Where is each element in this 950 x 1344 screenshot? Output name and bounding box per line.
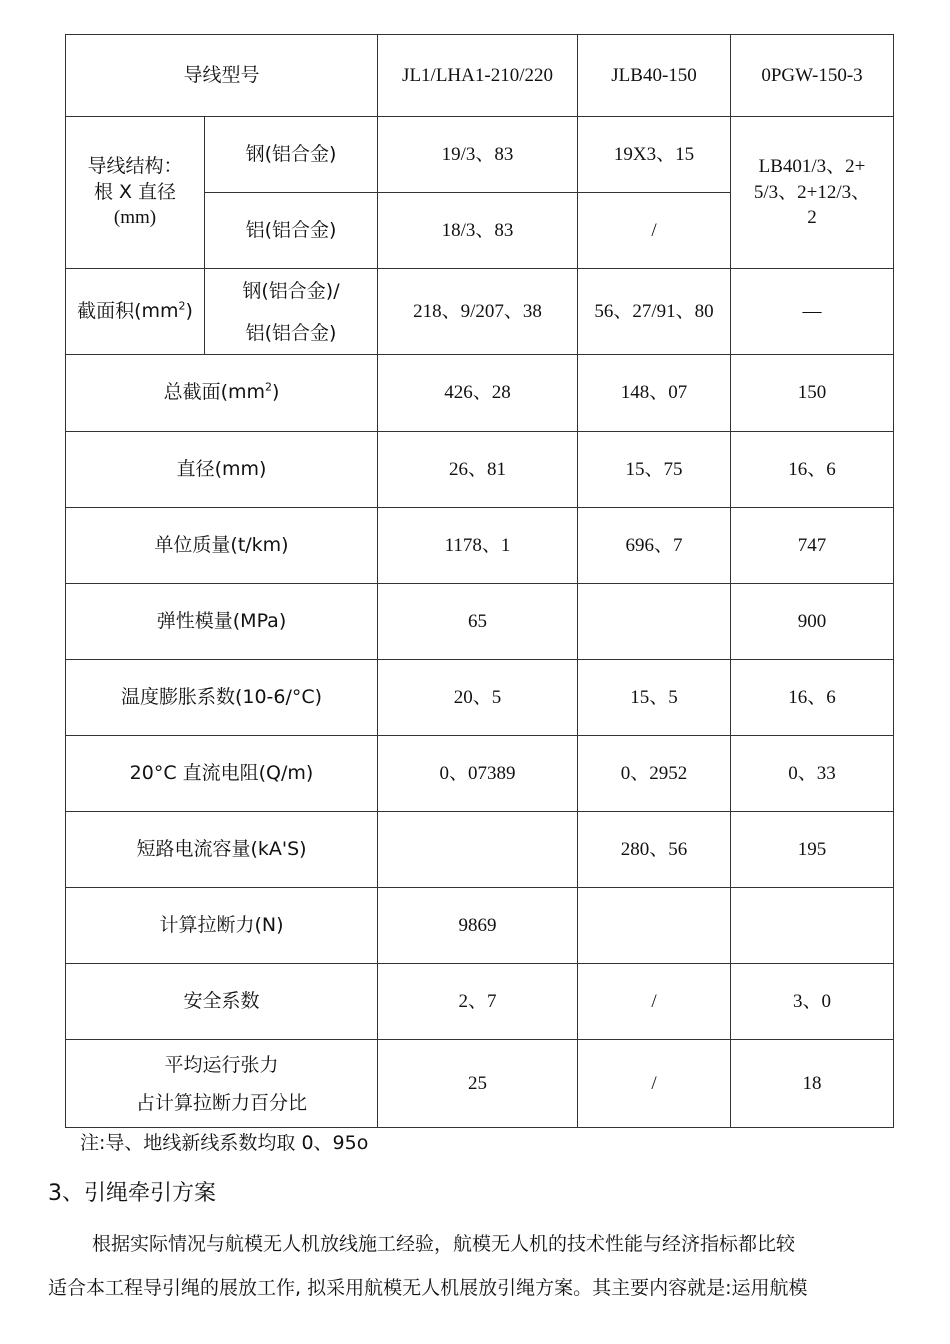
section-col2-cell: 56、27/91、80 [578, 269, 731, 355]
structure-col3-line1: LB401/3、2+ [758, 156, 866, 178]
table-row [66, 508, 894, 584]
table-row [66, 660, 894, 736]
alu-label-cell: 铝(铝合金) [205, 193, 378, 269]
row-col1-cell: 0、07389 [378, 736, 578, 812]
row-col2-cell: 696、7 [578, 508, 731, 584]
structure-label-cell [66, 117, 205, 269]
row-col3-cell: 195 [731, 812, 894, 888]
structure-col3-line2: 5/3、2+12/3、 [753, 181, 871, 203]
row-col3-cell: 16、6 [731, 432, 894, 508]
row-label-cell: 计算拉断力(N) [66, 888, 378, 964]
row-label-cell: 温度膨胀系数(10-6/°C) [66, 660, 378, 736]
table-row [66, 736, 894, 812]
steel-col2-cell: 19X3、15 [578, 117, 731, 193]
steel-label-cell: 钢(铝合金) [205, 117, 378, 193]
row-col3-cell: 16、6 [731, 660, 894, 736]
row-col1-cell: 20、5 [378, 660, 578, 736]
structure-col3-line3: 2 [807, 207, 817, 229]
last-row-label-line1: 平均运行张力 [164, 1053, 279, 1076]
row-col2-cell: 15、5 [578, 660, 731, 736]
row-col3-cell [731, 888, 894, 964]
structure-label-line1: 导线结构： [87, 155, 183, 178]
last-row-col1-cell: 25 [378, 1040, 578, 1128]
table-row-structure-steel [66, 117, 894, 193]
table-note: 注:导、地线新线系数均取 0、95o [80, 1132, 369, 1154]
table-row [66, 964, 894, 1040]
paragraph-line-2: 适合本工程导引绳的展放工作, 拟采用航模无人机展放引绳方案。其主要内容就是:运用航模 [48, 1277, 808, 1299]
header-col3-cell: 0PGW-150-3 [731, 35, 894, 117]
header-col2-cell: JLB40-150 [578, 35, 731, 117]
body-paragraph [48, 1222, 910, 1310]
paragraph-line-1: 根据实际情况与航模无人机放线施工经验，航模无人机的技术性能与经济指标都比较 [92, 1233, 796, 1255]
section-sub-cell [205, 269, 378, 355]
total-section-col3-cell: 150 [731, 355, 894, 432]
row-col1-cell: 2、7 [378, 964, 578, 1040]
row-col1-cell: 1178、1 [378, 508, 578, 584]
last-row-col3-cell: 18 [731, 1040, 894, 1128]
row-col2-cell [578, 584, 731, 660]
row-col1-cell [378, 812, 578, 888]
row-col2-cell: / [578, 964, 731, 1040]
table-row [66, 584, 894, 660]
structure-label-line2: 根 X 直径 [93, 180, 177, 203]
section-sub-line2: 铝(铝合金) [245, 321, 337, 344]
row-col1-cell: 65 [378, 584, 578, 660]
section-sub-line1: 钢(铝合金)/ [242, 279, 340, 302]
table-row-section [66, 269, 894, 355]
table-row-last [66, 1040, 894, 1128]
row-col3-cell: 0、33 [731, 736, 894, 812]
steel-col1-cell: 19/3、83 [378, 117, 578, 193]
section-col3-cell: — [731, 269, 894, 355]
row-col1-cell: 26、81 [378, 432, 578, 508]
table-row [66, 432, 894, 508]
row-label-cell: 单位质量(t/km) [66, 508, 378, 584]
conductor-spec-table [65, 34, 894, 1128]
row-label-cell: 安全系数 [66, 964, 378, 1040]
table-header-row [66, 35, 894, 117]
total-section-label-prefix: 总截面(mm [163, 381, 266, 404]
structure-col3-cell [731, 117, 894, 269]
section-col1-cell: 218、9/207、38 [378, 269, 578, 355]
row-col2-cell: 15、75 [578, 432, 731, 508]
row-col2-cell [578, 888, 731, 964]
row-col1-cell: 9869 [378, 888, 578, 964]
total-section-label-cell [66, 355, 378, 432]
table-row-total-section [66, 355, 894, 432]
total-section-col2-cell: 148、07 [578, 355, 731, 432]
total-section-col1-cell: 426、28 [378, 355, 578, 432]
row-col3-cell: 900 [731, 584, 894, 660]
table-row [66, 812, 894, 888]
row-label-cell: 20°C 直流电阻(Q/m) [66, 736, 378, 812]
section-label-prefix: 截面积(mm [77, 299, 179, 322]
section-label-sup: 2 [178, 299, 186, 313]
last-row-label-cell [66, 1040, 378, 1128]
section-label-suffix: ) [185, 299, 193, 322]
last-row-label-line2: 占计算拉断力百分比 [136, 1091, 308, 1114]
row-label-cell: 短路电流容量(kA'S) [66, 812, 378, 888]
row-col2-cell: 280、56 [578, 812, 731, 888]
alu-col2-cell: / [578, 193, 731, 269]
last-row-col2-cell: / [578, 1040, 731, 1128]
header-col1-cell: JL1/LHA1-210/220 [378, 35, 578, 117]
structure-label-line3: (mm) [113, 207, 157, 229]
row-label-cell: 弹性模量(MPa) [66, 584, 378, 660]
header-label-cell: 导线型号 [66, 35, 378, 117]
row-label-cell: 直径(mm) [66, 432, 378, 508]
total-section-label-sup: 2 [265, 380, 273, 394]
alu-col1-cell: 18/3、83 [378, 193, 578, 269]
row-col3-cell: 3、0 [731, 964, 894, 1040]
row-col2-cell: 0、2952 [578, 736, 731, 812]
table-row [66, 888, 894, 964]
total-section-label-suffix: ) [272, 381, 280, 404]
section-heading: 3、引绳牵引方案 [48, 1181, 216, 1206]
row-col3-cell: 747 [731, 508, 894, 584]
section-label-cell [66, 269, 205, 355]
